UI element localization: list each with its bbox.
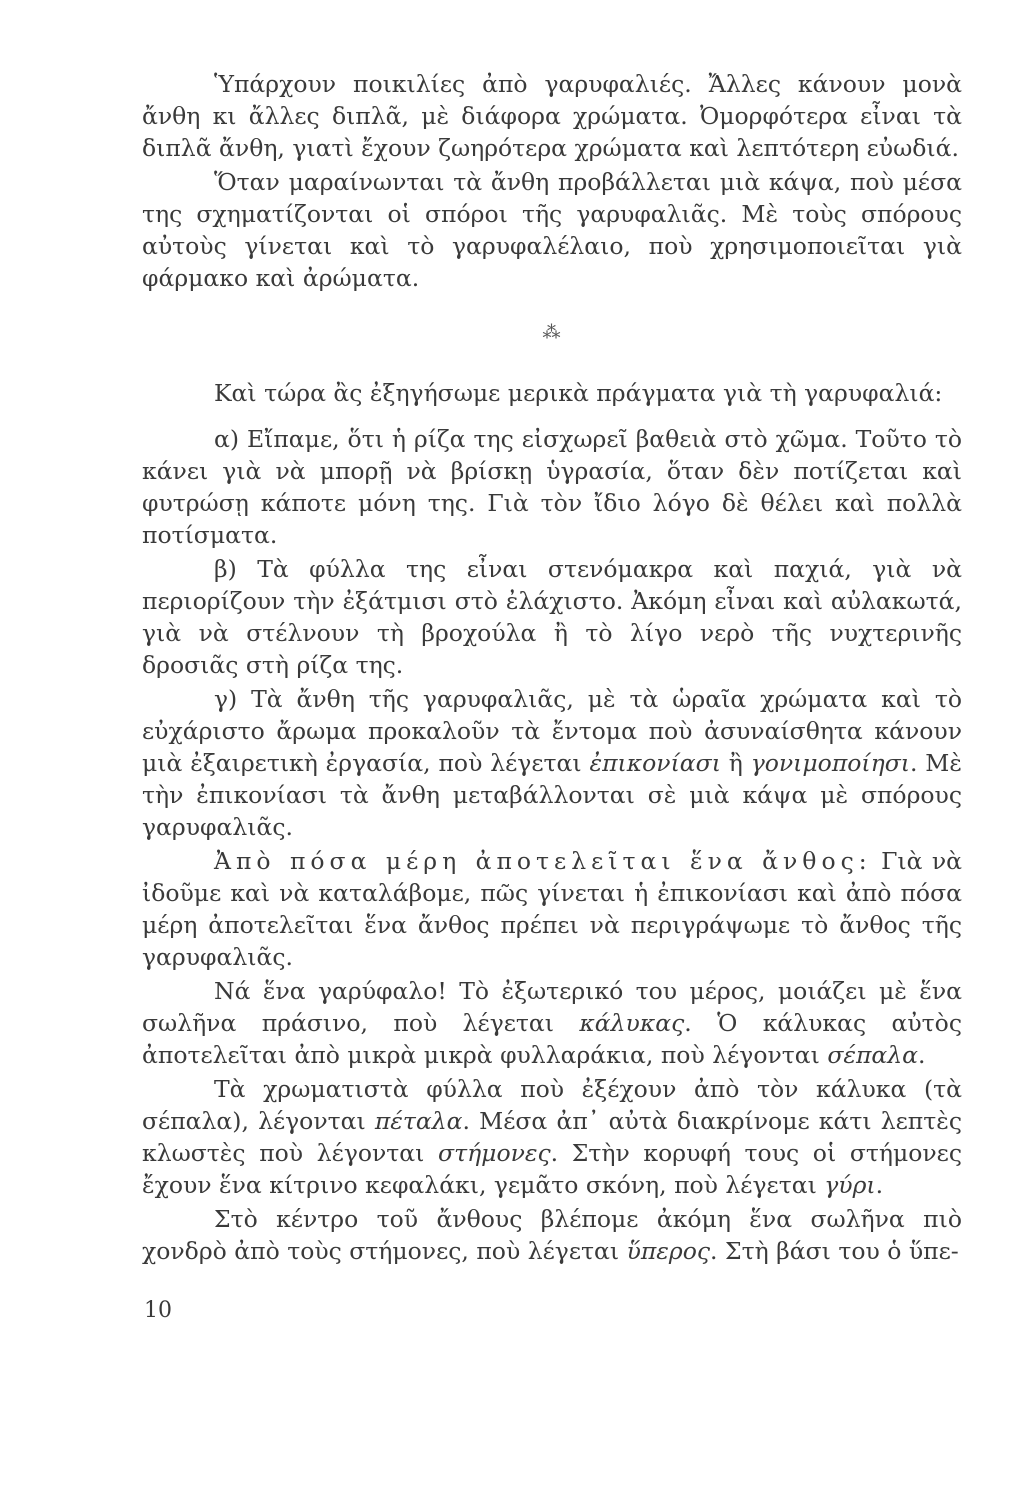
list-item-c [142,683,962,843]
text-run: Γιὰ νὰ ἰδοῦμε καὶ νὰ καταλάβομε, πῶς γίνεται ἡ ἐπικονίασι καὶ ἀπὸ πόσα μέρη ἀποτελεῖται ἕνα ἄνθος πρέπει νὰ περιγράψωμε τὸ ἄνθος τῆς γαρυφαλιᾶς. [142,847,962,971]
text-run: Τὰ χρωματιστὰ φύλλα ποὺ ἐξέχουν ἀπὸ τὸν κάλυκα (τὰ σέπαλα), λέγονται [142,1075,962,1135]
top-section [142,68,962,294]
term-pistil: ὕπερος [626,1237,711,1265]
text-run: Στὸ κέντρο τοῦ ἄνθους βλέπομε ἀκόμη ἕνα σωλῆνα πιὸ χονδρὸ ἀπὸ τοὺς στήμονες, ποὺ λέγεται [142,1205,962,1265]
list-item-a: α) Εἴπαμε, ὅτι ἡ ρίζα της εἰσχωρεῖ βαθειὰ στὸ χῶμα. Τοῦτο τὸ κάνει γιὰ νὰ μπορῇ νὰ βρίσκῃ ὑγρασία, ὅταν δὲν ποτίζεται καὶ φυτρώσῃ κάποτε μόνη της. Γιὰ τὸν ἴδιο λόγο δὲ θέλει καὶ πολλὰ ποτίσματα. [142,425,962,549]
term-calyx: κάλυκας [579,1009,685,1037]
text-run: . Μέσα ἀπ᾿ αὐτὰ διακρίνομε κάτι λεπτὲς κλωστὲς ποὺ λέγονται [142,1107,962,1167]
section-ornament: ⁂ [542,322,562,343]
paragraph-varieties: Ὑπάρχουν ποικιλίες ἀπὸ γαρυφαλιές. Ἄλλες κάνουν μονὰ ἄνθη κι ἄλλες διπλᾶ, μὲ διάφορα χρώματα. Ὀμορφότερα εἶναι τὰ διπλᾶ ἄνθη, γιατὶ ἔχουν ζωηρότερα χρώματα καὶ λεπτότερη εὐωδιά. [142,70,962,162]
term-pollination: ἐπικονίασι [589,749,721,777]
page-body [142,68,962,1267]
text-run: . [918,1041,926,1069]
list-item-b: β) Τὰ φύλλα της εἶναι στενόμακρα καὶ παχιά, γιὰ νὰ περιορίζουν τὴν ἐξάτμισι στὸ ἐλάχιστο. Ἀκόμη εἶναι καὶ αὐλακωτά, γιὰ νὰ στέλνουν τὴ βροχούλα ἢ τὸ λίγο νερὸ τῆς νυχτερινῆς δροσιᾶς στὴ ρίζα της. [142,555,962,679]
intro-paragraph: Καὶ τώρα ἂς ἐξηγήσωμε μερικὰ πράγματα γιὰ τὴ γαρυφαλιά: [214,379,943,407]
paragraph-flower-parts [142,845,962,973]
term-stamens: στήμονες [438,1139,551,1167]
text-run: . Ὁ κάλυκας αὐτὸς ἀποτελεῖται ἀπὸ μικρὰ μικρὰ φυλλαράκια, ποὺ λέγονται [142,1009,962,1069]
paragraph-pistil [142,1203,962,1267]
section-heading-flower-parts: Ἀπὸ πόσα μέρη ἀποτελεῖται ἕνα ἄνθος: [214,847,872,875]
paragraph-seeds: Ὅταν μαραίνωνται τὰ ἄνθη προβάλλεται μιὰ κάψα, ποὺ μέσα της σχηματίζονται οἱ σπόροι τῆς γαρυφαλιᾶς. Μὲ τοὺς σπόρους αὐτοὺς γίνεται καὶ τὸ γαρυφαλέλαιο, ποὺ χρησιμοποιεῖται γιὰ φάρμακο καὶ ἀρώματα. [142,168,962,292]
text-run: . Μὲ τὴν ἐπικονίασι τὰ ἄνθη μεταβάλλονται σὲ μιὰ κάψα μὲ σπόρους γαρυφαλιᾶς. [142,749,962,841]
term-petals: πέταλα [374,1107,463,1135]
term-pollen: γύρι [824,1171,876,1199]
page-number: 10 [144,1298,172,1323]
term-fertilization: γονιμοποίησι [750,749,910,777]
text-run: . [875,1171,884,1199]
text-run: γ) Τὰ ἄνθη τῆς γαρυφαλιᾶς, μὲ τὰ ὡραῖα χρώματα καὶ τὸ εὐχάριστο ἄρωμα προκαλοῦν τὰ ἔντομα ποὺ ἀσυναίσθητα κάνουν μιὰ ἐξαιρετικὴ ἐργασία, ποὺ λέγεται [142,685,962,777]
paragraph-calyx [142,975,962,1071]
paragraph-petals [142,1073,962,1201]
text-run: . Στὴν κορυφή τους οἱ στήμονες ἔχουν ἕνα κίτρινο κεφαλάκι, γεμᾶτο σκόνη, ποὺ λέγεται [142,1139,962,1199]
text-run: ἢ [720,749,751,777]
text-run: Νά ἕνα γαρύφαλο! Τὸ ἐξωτερικό του μέρος, μοιάζει μὲ ἕνα σωλῆνα πράσινο, ποὺ λέγεται [142,977,962,1037]
text-run: . Στὴ βάσι του ὁ ὕπε- [710,1237,959,1265]
term-sepals: σέπαλα [827,1041,919,1069]
